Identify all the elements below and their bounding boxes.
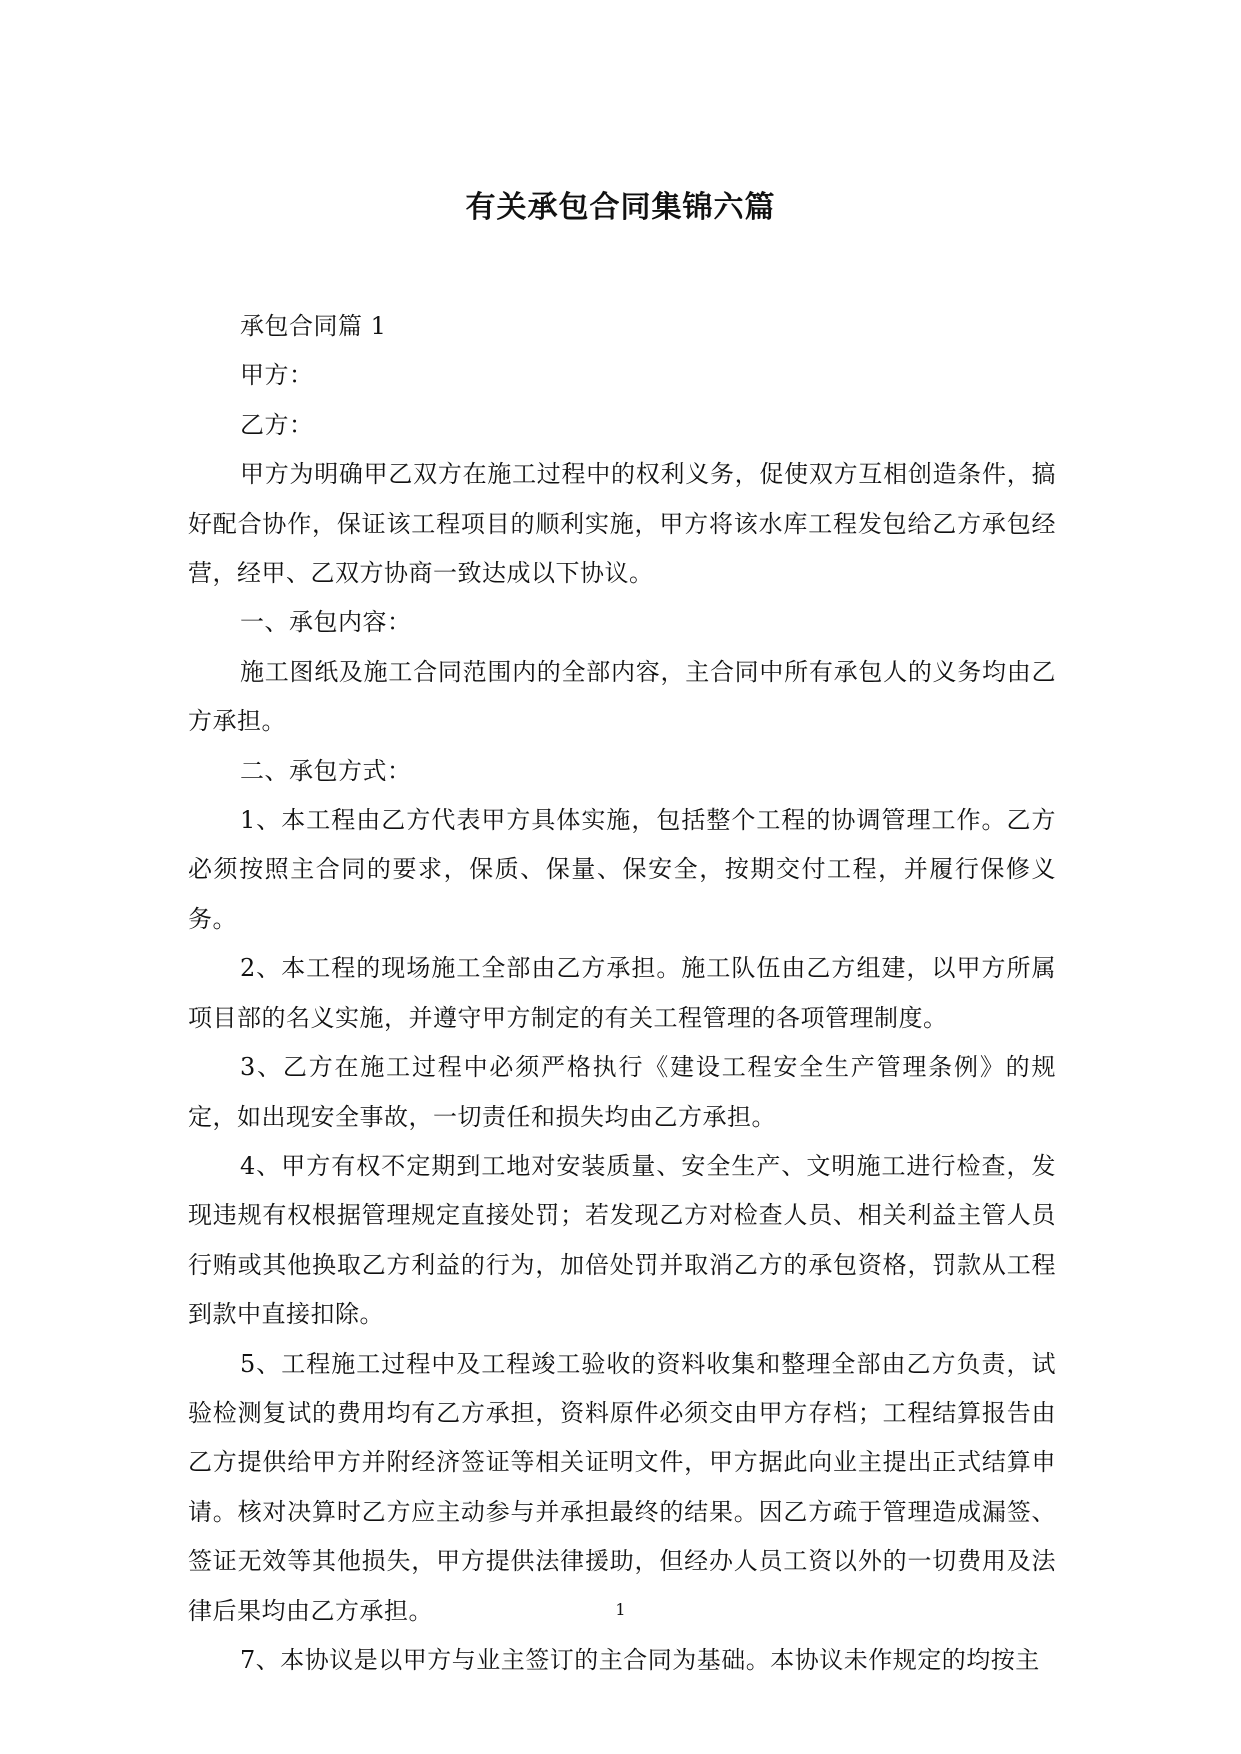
paragraph-preamble: 甲方为明确甲乙双方在施工过程中的权利义务，促使双方互相创造条件，搞好配合协作，保证该工程项目的顺利实施，甲方将该水库工程发包给乙方承包经营，经甲、乙双方协商一致达成以下协议。 [188, 460, 1056, 588]
paragraph-clause-5: 5、工程施工过程中及工程竣工验收的资料收集和整理全部由乙方负责，试验检测复试的费用均有乙方承担，资料原件必须交由甲方存档；工程结算报告由乙方提供给甲方并附经济签证等相关证明文件，甲方据此向业主提出正式结算申请。核对决算时乙方应主动参与并承担最终的结果。因乙方疏于管理造成漏签、签证无效等其他损失，甲方提供法律援助，但经办人员工资以外的一切费用及法律后果均由乙方承担。 [188, 1349, 1056, 1625]
page-number: 1 [615, 1600, 626, 1619]
document-body [188, 302, 1056, 1685]
paragraph-scope: 施工图纸及施工合同范围内的全部内容，主合同中所有承包人的义务均由乙方承担。 [188, 657, 1056, 736]
document-title: 有关承包合同集锦六篇 [465, 190, 776, 225]
paragraph-clause-7: 7、本协议是以甲方与业主签订的主合同为基础。本协议未作规定的均按主 [240, 1645, 1040, 1674]
paragraph-party-a: 甲方： [240, 361, 314, 390]
paragraph-clause-2: 2、本工程的现场施工全部由乙方承担。施工队伍由乙方组建，以甲方所属项目部的名义实施，并遵守甲方制定的有关工程管理的各项管理制度。 [188, 954, 1056, 1032]
paragraph-clause-4: 4、甲方有权不定期到工地对安装质量、安全生产、文明施工进行检查，发现违规有权根据管理规定直接处罚；若发现乙方对检查人员、相关利益主管人员行贿或其他换取乙方利益的行为，加倍处罚并取消乙方的承包资格，罚款从工程到款中直接扣除。 [188, 1151, 1056, 1329]
paragraph-clause-1: 1、本工程由乙方代表甲方具体实施，包括整个工程的协调管理工作。乙方必须按照主合同的要求，保质、保量、保安全，按期交付工程，并履行保修义务。 [188, 806, 1056, 933]
paragraph-party-b: 乙方： [240, 410, 314, 439]
paragraph-clause-3: 3、乙方在施工过程中必须严格执行《建设工程安全生产管理条例》的规定，如出现安全事故，一切责任和损失均由乙方承担。 [188, 1053, 1056, 1131]
paragraph-heading-scope: 一、承包内容： [240, 608, 412, 637]
paragraph-section-heading: 承包合同篇 1 [240, 312, 387, 340]
paragraph-heading-method: 二、承包方式： [240, 756, 412, 785]
